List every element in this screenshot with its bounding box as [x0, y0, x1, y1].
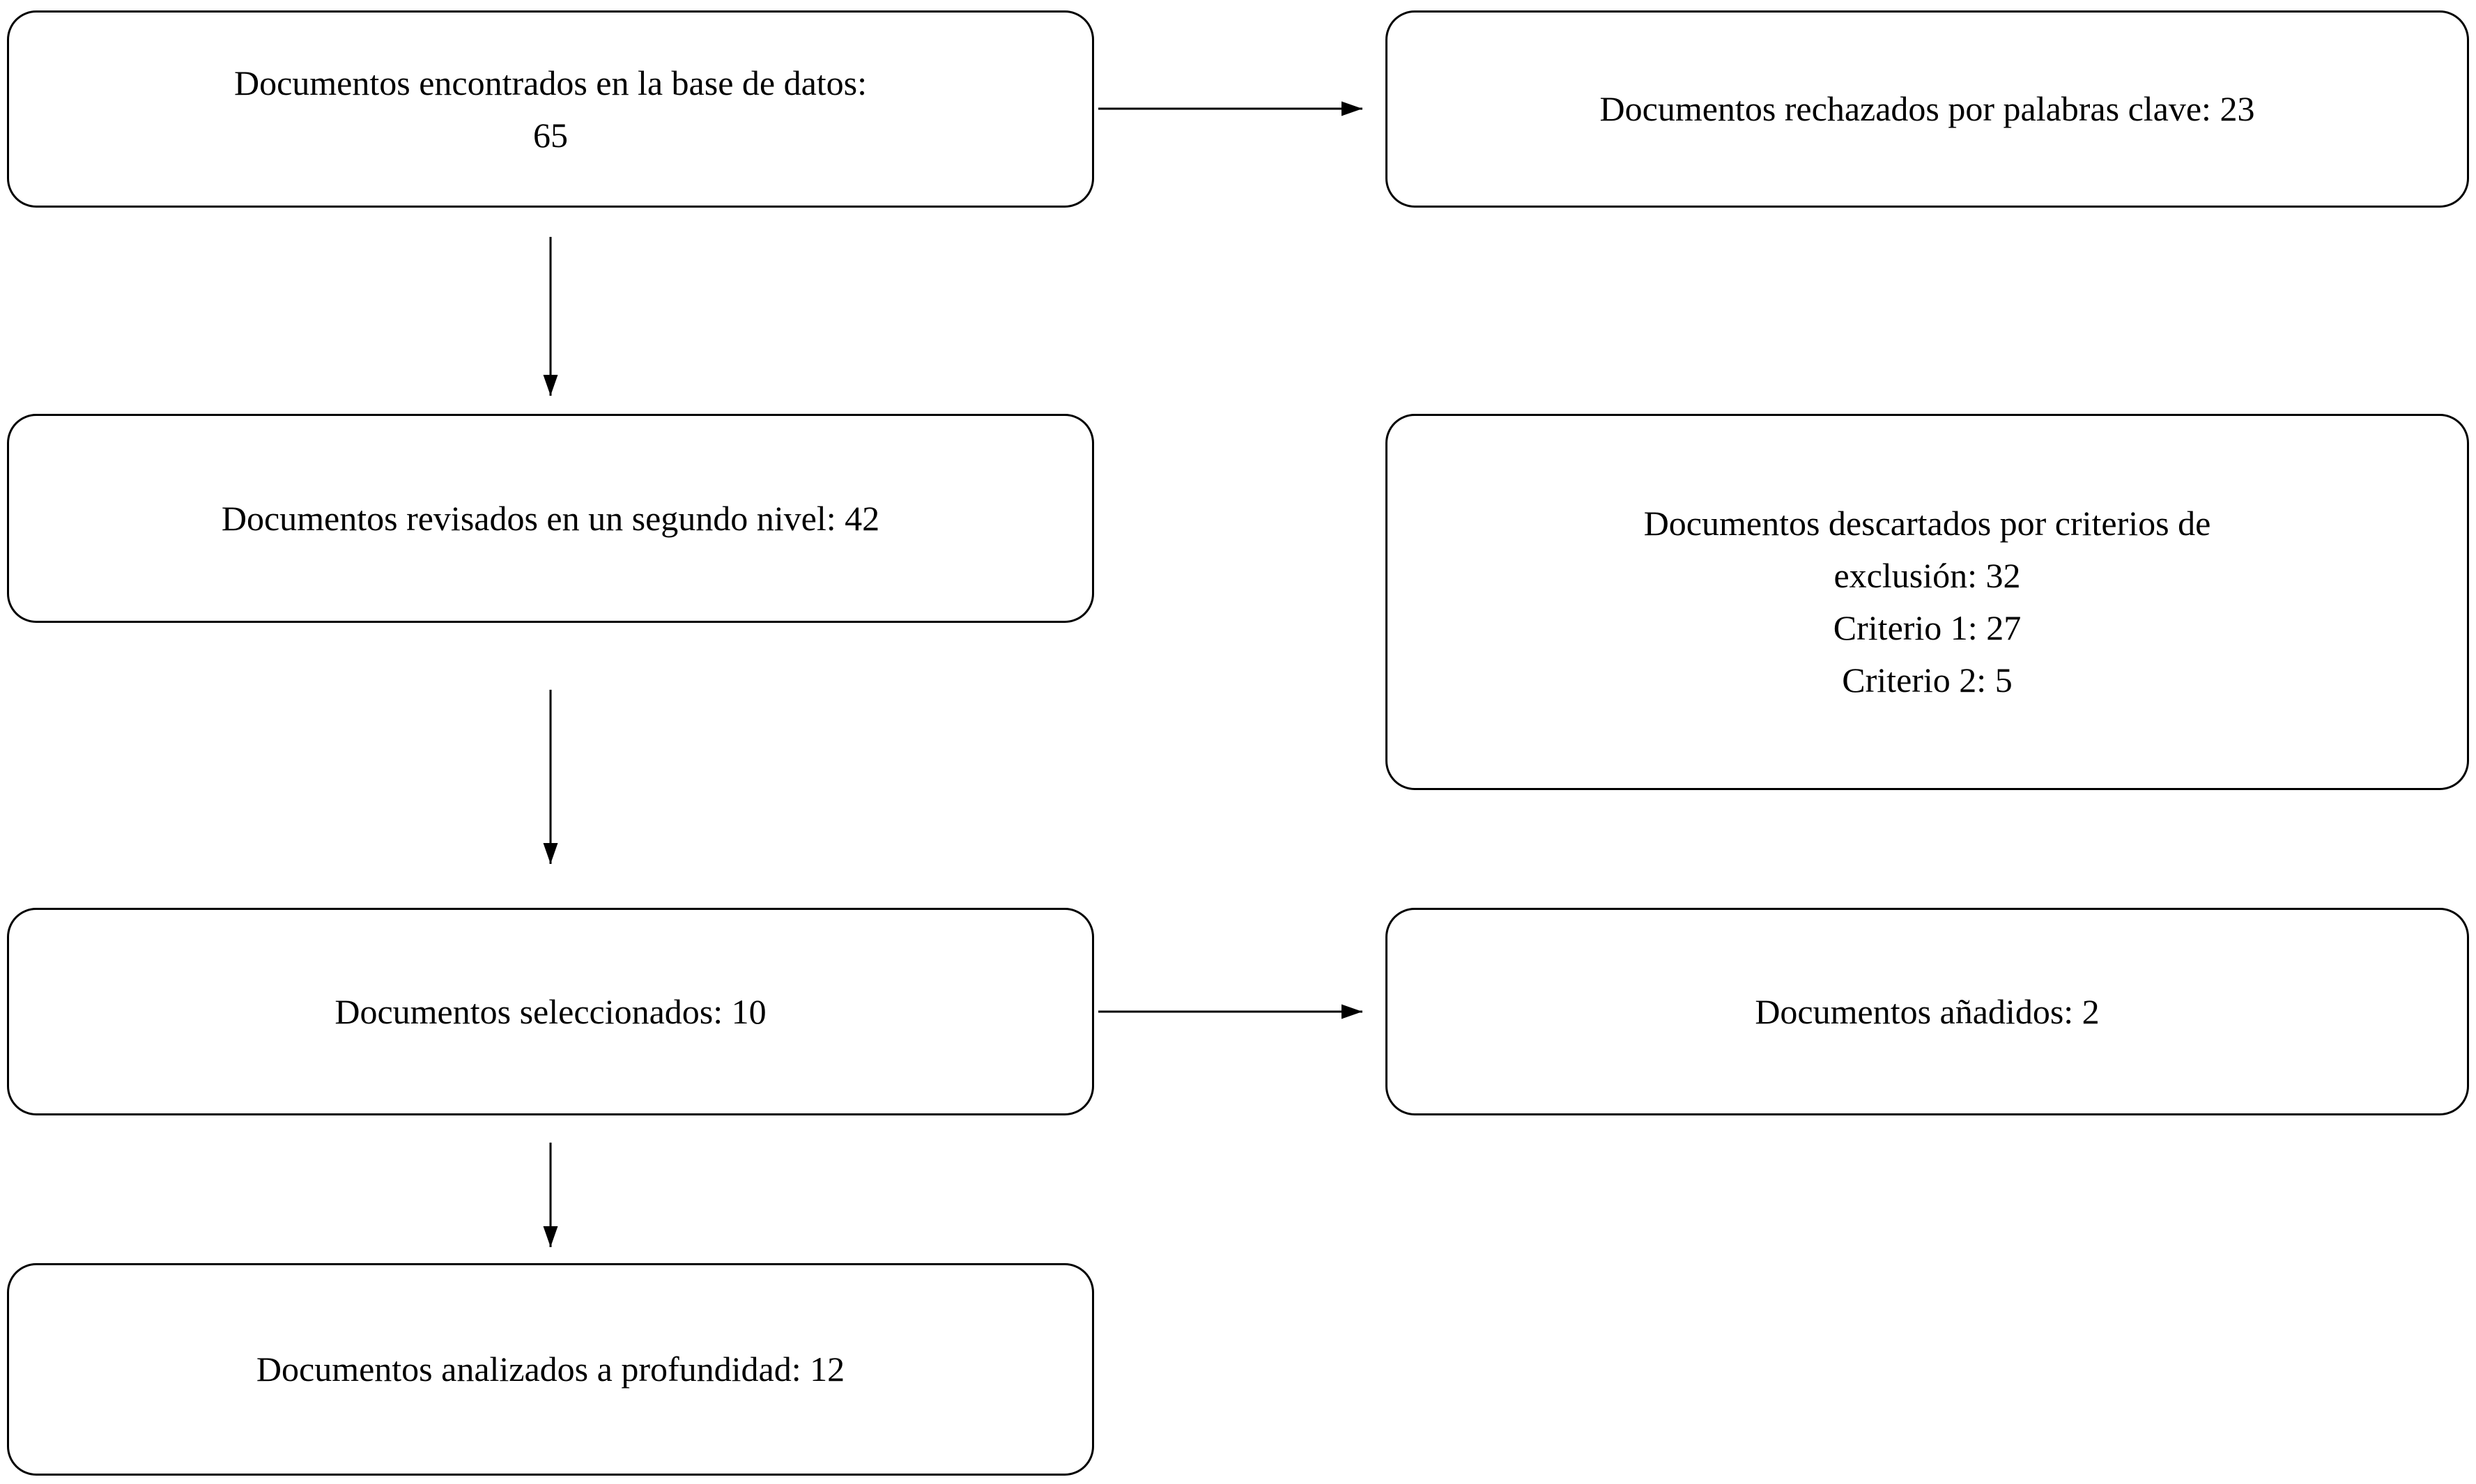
node-found-in-database	[7, 10, 1094, 208]
node-text-line: Documentos revisados en un segundo nivel: 42	[221, 498, 880, 538]
node-text-line: exclusión: 32	[1833, 556, 2021, 595]
node-added	[1385, 908, 2469, 1115]
node-text-line: Criterio 1: 27	[1833, 608, 2022, 647]
node-text-line: Documentos seleccionados: 10	[335, 991, 767, 1031]
node-analyzed-in-depth	[7, 1263, 1094, 1476]
node-text-line: Documentos encontrados en la base de datos:	[233, 63, 868, 102]
node-discarded-by-exclusion	[1385, 414, 2469, 790]
node-text-line: Documentos rechazados por palabras clave: 23	[1599, 89, 2255, 128]
node-text-line: Documentos añadidos: 2	[1755, 991, 2100, 1031]
node-text-line: 65	[533, 115, 568, 155]
node-text-line: Criterio 2: 5	[1842, 660, 2013, 700]
node-second-level-review	[7, 414, 1094, 623]
node-text-line: Documentos descartados por criterios de	[1643, 504, 2211, 543]
node-rejected-by-keywords	[1385, 10, 2469, 208]
node-text-line: Documentos analizados a profundidad: 12	[256, 1350, 845, 1389]
node-selected	[7, 908, 1094, 1115]
